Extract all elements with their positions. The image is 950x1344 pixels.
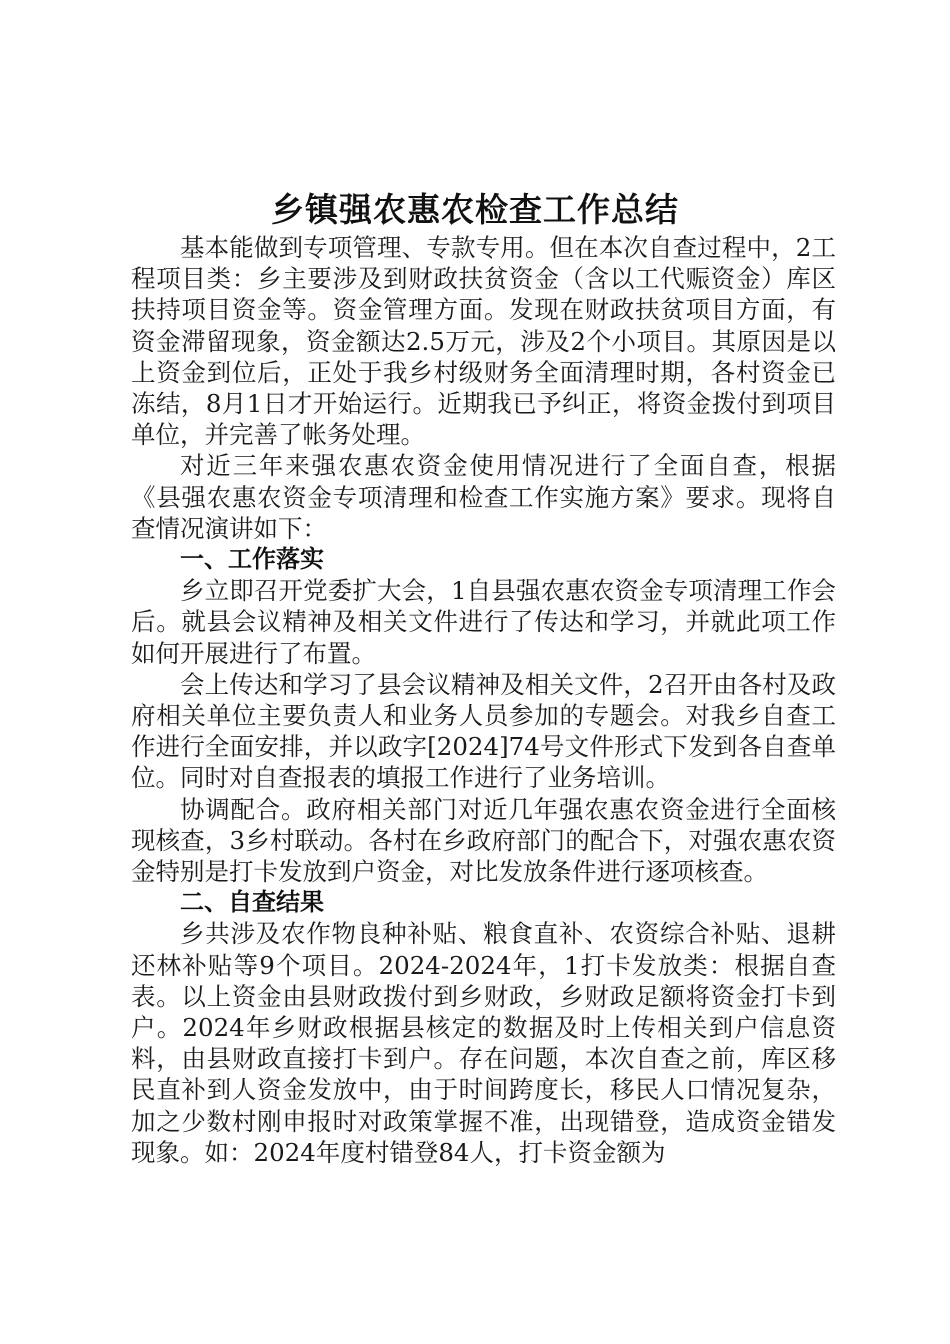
paragraph: 乡立即召开党委扩大会，1自县强农惠农资金专项清理工作会后。就县会议精神及相关文件进行了传达和学习，并就此项工作如何开展进行了布置。 (131, 576, 836, 668)
section-heading: 一、工作落实 (180, 545, 324, 574)
paragraph: 基本能做到专项管理、专款专用。但在本次自查过程中，2工程项目类：乡主要涉及到财政扶贫资金（含以工代赈资金）库区扶持项目资金等。资金管理方面。发现在财政扶贫项目方面，有资金滞留现象，资金额达2.5万元，涉及2个小项目。其原因是以上资金到位后，正处于我乡村级财务全面清理时期，各村资金已冻结，8月1日才开始运行。近期我已予纠正，将资金拨付到项目单位，并完善了帐务处理。 (131, 233, 836, 450)
paragraph: 对近三年来强农惠农资金使用情况进行了全面自查，根据《县强农惠农资金专项清理和检查工作实施方案》要求。现将自查情况演讲如下： (131, 451, 836, 543)
paragraph: 会上传达和学习了县会议精神及相关文件，2召开由各村及政府相关单位主要负责人和业务人员参加的专题会。对我乡自查工作进行全面安排，并以政字[2024]74号文件形式下发到各自查单位。同时对自查报表的填报工作进行了业务培训。 (131, 669, 836, 793)
document-body (131, 232, 836, 1168)
section-heading: 二、自查结果 (180, 888, 324, 917)
paragraph: 协调配合。政府相关部门对近几年强农惠农资金进行全面核现核查，3乡村联动。各村在乡政府部门的配合下，对强农惠农资金特别是打卡发放到户资金，对比发放条件进行逐项核查。 (131, 794, 836, 887)
document-title: 乡镇强农惠农检查工作总结 (271, 190, 679, 229)
paragraph: 乡共涉及农作物良种补贴、粮食直补、农资综合补贴、退耕还林补贴等9个项目。2024-2024年，1打卡发放类：根据自查表。以上资金由县财政拨付到乡财政，乡财政足额将资金打卡到户。2024年乡财政根据县核定的数据及时上传相关到户信息资料，由县财政直接打卡到户。存在问题，本次自查之前，库区移民直补到人资金发放中，由于时间跨度长，移民人口情况复杂，加之少数村刚申报时对政策掌握不准，出现错登，造成资金错发现象。如：2024年度村错登84人，打卡资金额为 (131, 919, 836, 1167)
